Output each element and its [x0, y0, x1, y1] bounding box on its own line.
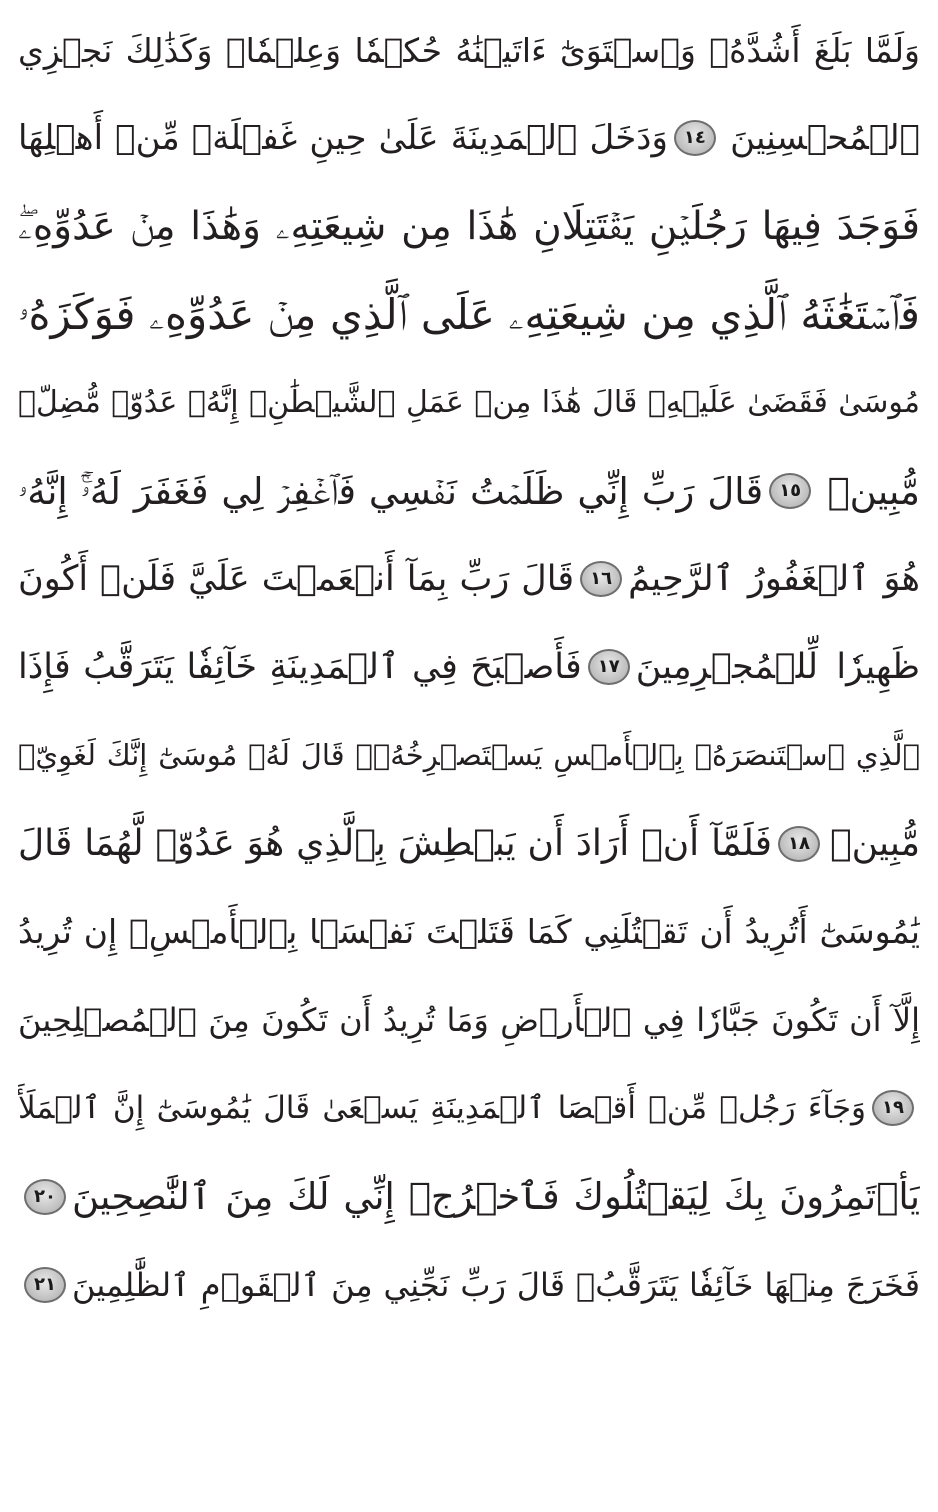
verse-line — [18, 1241, 920, 1329]
verse-line — [18, 447, 920, 535]
verse-line — [18, 800, 920, 888]
verse-text: وَدَخَلَ ٱلۡمَدِينَةَ عَلَىٰ حِينِ غَفۡلَةٖ مِّنۡ أَهۡلِهَا — [18, 118, 668, 159]
verse-text: مُّبِينٞ — [827, 469, 920, 513]
verse-text: فَأَصۡبَحَ فِي ٱلۡمَدِينَةِ خَآئِفٗا يَتَرَقَّبُ فَإِذَا — [18, 646, 582, 687]
mushaf-page — [18, 6, 920, 1506]
verse-line — [18, 1152, 920, 1240]
ayah-number-marker: ١٦ — [580, 561, 622, 597]
verse-text: يَأۡتَمِرُونَ بِكَ لِيَقۡتُلُوكَ فَٱخۡرُجۡ إِنِّي لَكَ مِنَ ٱلنَّٰصِحِينَ — [72, 1175, 920, 1219]
ayah-number-marker: ٢٠ — [24, 1179, 66, 1215]
verse-line — [18, 976, 920, 1064]
ayah-number-marker: ١٧ — [588, 649, 630, 685]
verse-line — [18, 359, 920, 447]
verse-line — [18, 6, 920, 94]
verse-text: وَلَمَّا بَلَغَ أَشُدَّهُۥ وَٱسۡتَوَىٰٓ ءَاتَيۡنَٰهُ حُكۡمٗا وَعِلۡمٗاۚ وَكَذَٰلِكَ نَجۡزِي — [18, 30, 920, 70]
verse-text: ٱلۡمُحۡسِنِينَ — [730, 118, 920, 159]
verse-text: وَجَآءَ رَجُلٞ مِّنۡ أَقۡصَا ٱلۡمَدِينَةِ يَسۡعَىٰ قَالَ يَٰمُوسَىٰٓ إِنَّ ٱلۡمَلَأَ — [18, 1089, 866, 1126]
verse-line — [18, 94, 920, 182]
verse-text: فَوَجَدَ فِيهَا رَجُلَيۡنِ يَقۡتَتِلَانِ هَٰذَا مِن شِيعَتِهِۦ وَهَٰذَا مِنۡ عَدُوِّهِۦۖ — [18, 203, 920, 249]
verse-text: هُوَ ٱلۡغَفُورُ ٱلرَّحِيمُ — [628, 558, 920, 599]
verse-text: فَٱسۡتَغَٰثَهُ ٱلَّذِي مِن شِيعَتِهِۦ عَلَى ٱلَّذِي مِنۡ عَدُوِّهِۦ فَوَكَزَهُۥ — [18, 289, 920, 339]
ayah-number-marker: ٢١ — [24, 1267, 66, 1303]
verse-text: قَالَ رَبِّ إِنِّي ظَلَمۡتُ نَفۡسِي فَٱغۡفِرۡ لِي فَغَفَرَ لَهُۥٓۚ إِنَّهُۥ — [18, 469, 764, 513]
verse-line — [18, 182, 920, 270]
verse-text: يَٰمُوسَىٰٓ أَتُرِيدُ أَن تَقۡتُلَنِي كَمَا قَتَلۡتَ نَفۡسَۢا بِٱلۡأَمۡسِۖ إِن تُرِيدُ — [18, 912, 920, 952]
verse-line — [18, 712, 920, 800]
verse-text: ٱلَّذِي ٱسۡتَنصَرَهُۥ بِٱلۡأَمۡسِ يَسۡتَصۡرِخُهُۥۚ قَالَ لَهُۥ مُوسَىٰٓ إِنَّكَ لَغَوِيّٞ — [18, 738, 920, 773]
verse-text: مُّبِينٞ — [829, 822, 920, 864]
ayah-number-marker: ١٥ — [769, 473, 811, 509]
verse-line — [18, 623, 920, 711]
verse-line — [18, 535, 920, 623]
verse-text: مُوسَىٰ فَقَضَىٰ عَلَيۡهِۖ قَالَ هَٰذَا مِنۡ عَمَلِ ٱلشَّيۡطَٰنِۖ إِنَّهُۥ عَدُوّٞ مُّضِلّٞ — [18, 384, 920, 420]
verse-text: قَالَ رَبِّ بِمَآ أَنۡعَمۡتَ عَلَيَّ فَلَنۡ أَكُونَ — [18, 558, 575, 599]
verse-line — [18, 888, 920, 976]
verse-text: فَخَرَجَ مِنۡهَا خَآئِفٗا يَتَرَقَّبُۖ قَالَ رَبِّ نَجِّنِي مِنَ ٱلۡقَوۡمِ ٱلظَّٰلِمِينَ — [72, 1265, 920, 1304]
verse-text: فَلَمَّآ أَنۡ أَرَادَ أَن يَبۡطِشَ بِٱلَّذِي هُوَ عَدُوّٞ لَّهُمَا قَالَ — [18, 822, 772, 864]
verse-text: إِلَّآ أَن تَكُونَ جَبَّارٗا فِي ٱلۡأَرۡضِ وَمَا تُرِيدُ أَن تَكُونَ مِنَ ٱلۡمُصۡلِحِينَ — [18, 1001, 920, 1040]
ayah-number-marker: ١٩ — [872, 1090, 914, 1126]
verse-line — [18, 271, 920, 359]
verse-line — [18, 1064, 920, 1152]
ayah-number-marker: ١٨ — [778, 826, 820, 862]
ayah-number-marker: ١٤ — [674, 120, 716, 156]
verse-text: ظَهِيرٗا لِّلۡمُجۡرِمِينَ — [635, 646, 920, 687]
